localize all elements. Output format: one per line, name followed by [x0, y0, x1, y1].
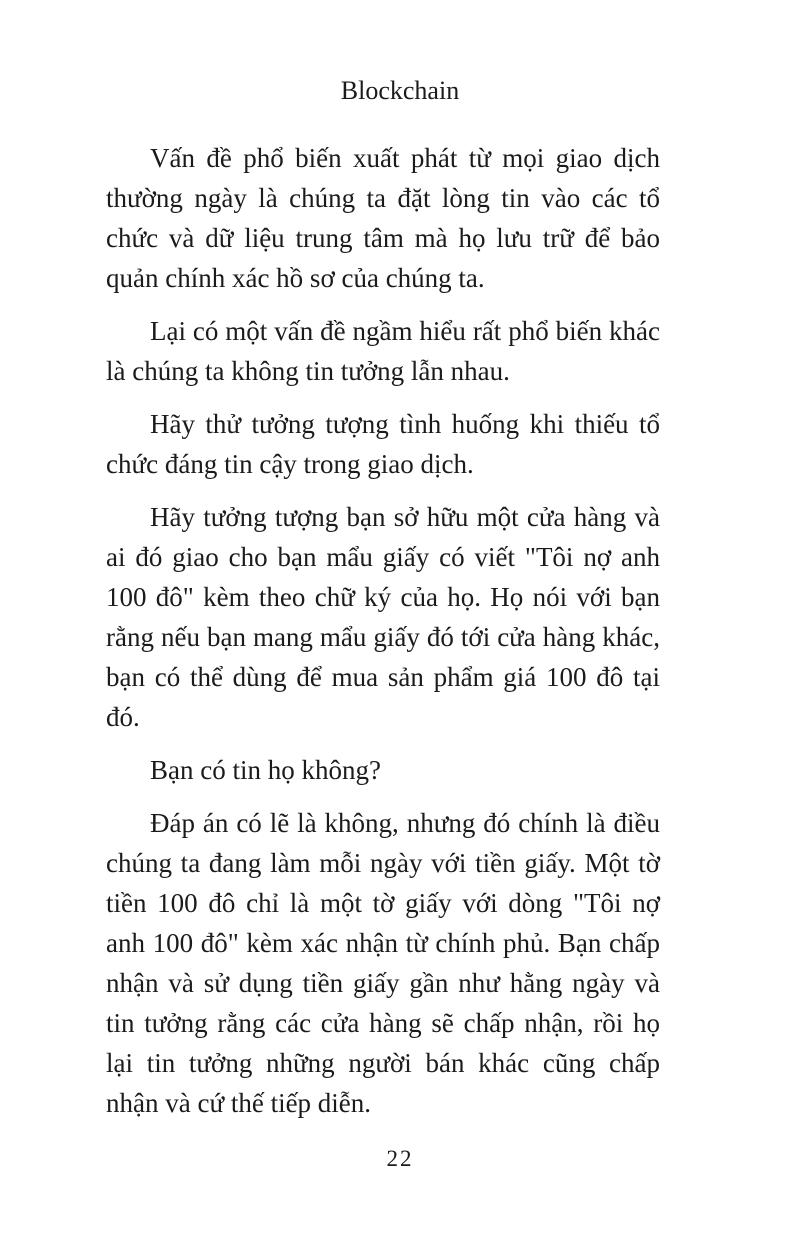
paragraph: Đáp án có lẽ là không, nhưng đó chính là điều chúng ta đang làm mỗi ngày với tiền giấy. Một tờ tiền 100 đô chỉ là một tờ giấy với dòng "Tôi nợ anh 100 đô" kèm xác nhận từ chính phủ. Bạn chấp nhận và sử dụng tiền giấy gần như hằng ngày và tin tưởng rằng các cửa hàng sẽ chấp nhận, rồi họ lại tin tưởng những người bán khác cũng chấp nhận và cứ thế tiếp diễn.	[106, 808, 660, 1118]
running-header: Blockchain	[340, 76, 460, 105]
paragraph: Hãy tưởng tượng bạn sở hữu một cửa hàng và ai đó giao cho bạn mẩu giấy có viết "Tôi nợ anh 100 đô" kèm theo chữ ký của họ. Họ nói với bạn rằng nếu bạn mang mẩu giấy đó tới cửa hàng khác, bạn có thể dùng để mua sản phẩm giá 100 đô tại đó.	[106, 502, 660, 732]
paragraph: Vấn đề phổ biến xuất phát từ mọi giao dịch thường ngày là chúng ta đặt lòng tin vào các tổ chức và dữ liệu trung tâm mà họ lưu trữ để bảo quản chính xác hồ sơ của chúng ta.	[106, 143, 660, 293]
page-body	[106, 138, 660, 1136]
page-number: 22	[386, 1146, 414, 1171]
paragraph: Hãy thử tưởng tượng tình huống khi thiếu tổ chức đáng tin cậy trong giao dịch.	[106, 409, 660, 479]
paragraph: Bạn có tin họ không?	[150, 755, 381, 785]
paragraph: Lại có một vấn đề ngầm hiểu rất phổ biến khác là chúng ta không tin tưởng lẫn nhau.	[106, 316, 660, 386]
